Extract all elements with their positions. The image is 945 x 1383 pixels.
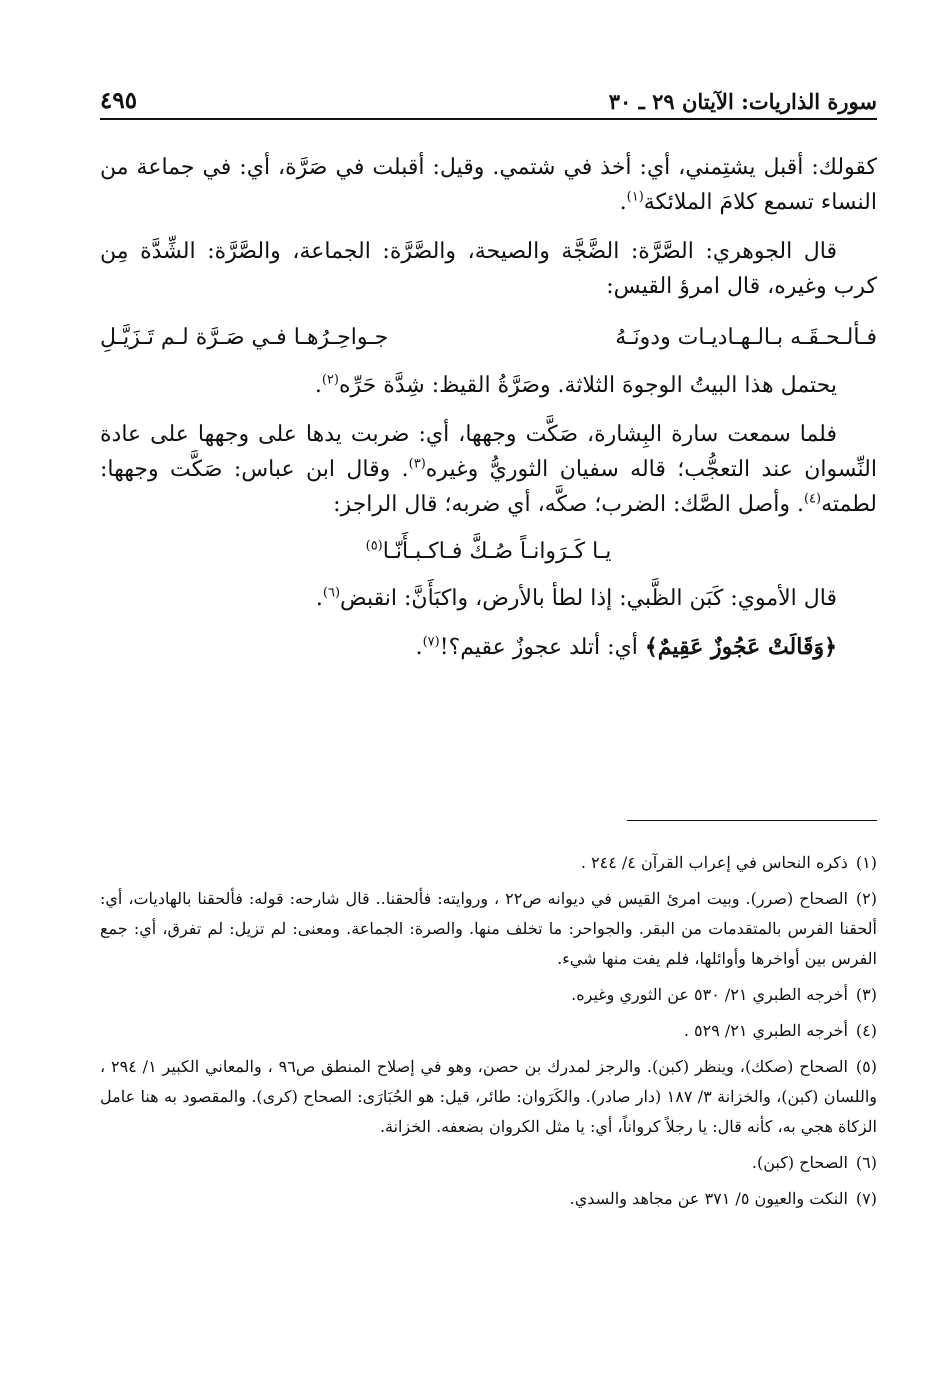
verse-1-hemistich-left: جـواحِـرُهـا فـي صَـرَّة لـم تَـزَيَّـلِ (100, 325, 389, 350)
footnote-number: (٢) (855, 889, 877, 908)
footnote-number: (١) (855, 853, 877, 872)
quran-verse: ﴿وَقَالَتْ عَجُوزٌ عَقِيمٌ﴾ (644, 634, 837, 660)
footnote-text: الصحاح (صرر). وبيت امرئ القيس في ديوانه ص٢٢ ، وروايته: فألحقنا.. قال شارحه: قوله: فألحقنا بالهاديات، أي: ألحقنا الفرس بالمتقدمات من البقر. والجواحر: ما تخلف منها. والصرة: الجماعة. ومعنى: لم تزيل: لم تفرق، أي: جمع الفرس بين أواخرها وأوائلها، فلم يفت منها شيء. (100, 889, 877, 968)
footnote-ref-5: (٥) (365, 538, 383, 554)
paragraph-6-text: أي: أتلد عجوزٌ عقيم؟! (439, 635, 645, 660)
running-header (100, 76, 877, 120)
footnote-number: (٣) (855, 985, 877, 1004)
paragraph-3 (100, 368, 877, 403)
footnote (100, 848, 877, 878)
paragraph-5 (100, 581, 877, 616)
rajaz-verse-text: يـا كَـرَوانـاً صُـكَّ فـاكـبـأَنّـا (382, 539, 612, 564)
paragraph-4-text-c: . وأصل الصَّك: الضرب؛ صكَّه، أي ضربه؛ قال الراجز: (333, 492, 804, 517)
footnote-text: الصحاح (كبن). (751, 1153, 848, 1172)
page-number: ٤٩٥ (100, 87, 138, 114)
footnote-text: أخرجه الطبري ٢١/ ٥٢٩ . (683, 1021, 848, 1040)
paragraph-2: قال الجوهري: الصَّرَّة: الضَّجَّة والصيحة، والصَّرَّة: الجماعة، والصَّرَّة: الشِّدَّة مِن كرب وغيره، قال امرؤ القيس: (100, 239, 877, 299)
footnote-number: (٧) (855, 1189, 877, 1208)
footnote-separator (627, 820, 877, 821)
footnote-text: النكت والعيون ٥/ ٣٧١ عن مجاهد والسدي. (569, 1189, 848, 1208)
paragraph-6 (100, 630, 877, 665)
footnote-ref-1: (١) (626, 189, 644, 205)
paragraph-4 (100, 417, 877, 522)
footnote (100, 1016, 877, 1046)
footnote (100, 884, 877, 974)
paragraph-4-text-b: . وقال ابن عباس: صَكَّت وجهها: لطمته (100, 457, 877, 517)
verse-1-hemistich-right: فـألـحـقَـه بـالـهـاديـات ودونَـهُ (615, 325, 877, 350)
paragraph-1-text: كقولك: أقبل يشتِمني، أي: أخذ في شتمي. وقيل: أقبلت في صَرَّة، أي: في جماعة من النساء تسمع كلامَ الملائكة (100, 155, 877, 215)
footnote-ref-3: (٣) (408, 456, 426, 472)
paragraph-3-end: . (314, 373, 322, 398)
footnote-number: (٥) (855, 1057, 878, 1076)
main-text (100, 150, 877, 665)
paragraph-5-text: قال الأموي: كَبَن الظَّبي: إذا لطأ بالأرض، واكبَأَنَّ: انقبض (340, 586, 837, 611)
footnote (100, 980, 877, 1010)
paragraph-6-end: . (415, 635, 423, 660)
footnote-text: الصحاح (صكك)، وينظر (كبن). والرجز لمدرك بن حصن، وهو في إصلاح المنطق ص٩٦ ، والمعاني الكبير ١/ ٢٩٤ ، واللسان (كبن)، والخزانة ٣/ ١٨٧ (دار صادر). والكَرَوان: طائر، قيل: هو الحُبَارَى: الصحاح (كرى). والمقصود به هنا عامل الزكاة هجي به، كأنه قال: يا رجلاً كرواناً، أي: يا مثل الكروان بضعفه. الخزانة. (100, 1057, 877, 1136)
surah-title: سورة الذاريات: الآيتان ٢٩ ـ ٣٠ (608, 89, 877, 114)
rajaz-verse (100, 534, 877, 569)
footnote (100, 1184, 877, 1214)
paragraph-1-end: . (619, 190, 627, 215)
paragraph-1 (100, 150, 877, 220)
footnote-ref-6: (٦) (322, 585, 341, 601)
footnote-ref-7: (٧) (422, 634, 440, 650)
footnote-text: ذكره النحاس في إعراب القرآن ٤/ ٢٤٤ . (580, 853, 848, 872)
footnotes (100, 848, 877, 1220)
paragraph-4-text-a: فلما سمعت سارة البِشارة، صَكَّت وجهها، أي: ضربت يدها على وجهها على عادة النِّسوان عند التعجُّب؛ قاله سفيان الثوريُّ وغيره (100, 422, 877, 482)
footnote-number: (٤) (855, 1021, 877, 1040)
footnote-number: (٦) (855, 1153, 877, 1172)
poem-verse-1 (100, 318, 877, 358)
footnote-ref-4: (٤) (803, 491, 822, 507)
paragraph-5-end: . (315, 586, 323, 611)
footnote (100, 1052, 877, 1142)
footnote-ref-2: (٢) (321, 372, 339, 388)
footnote (100, 1148, 877, 1178)
paragraph-3-text: يحتمل هذا البيتُ الوجوهَ الثلاثة. وصَرَّةُ القيظ: شِدَّة حَرِّه (338, 373, 837, 398)
footnote-text: أخرجه الطبري ٢١/ ٥٣٠ عن الثوري وغيره. (571, 985, 848, 1004)
